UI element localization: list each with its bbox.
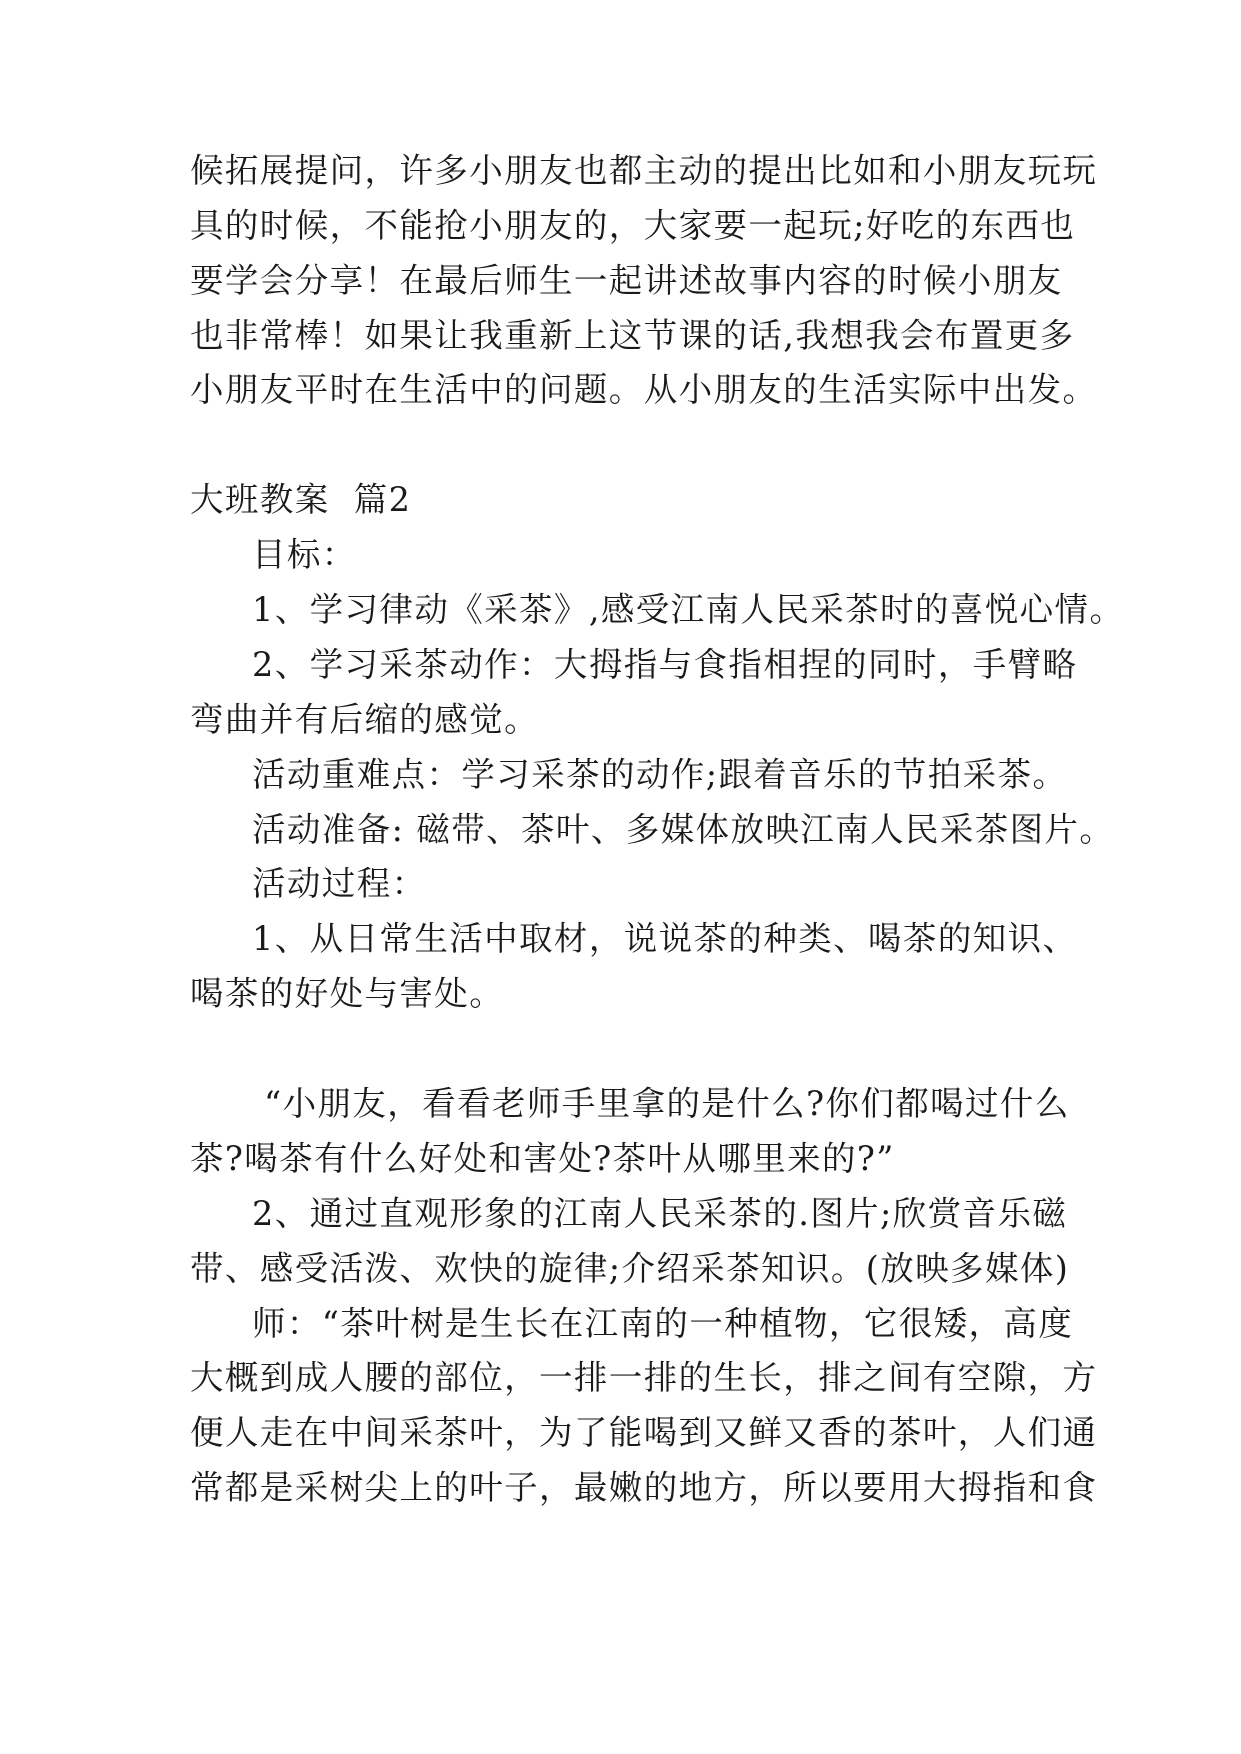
key-points: 活动重难点：学习采茶的动作;跟着音乐的节拍采茶。	[252, 755, 1068, 794]
step-item: 1、从日常生活中取材，说说茶的种类、喝茶的知识、	[252, 919, 1078, 958]
teacher-quote-line: 便人走在中间采茶叶，为了能喝到又鲜又香的茶叶，人们通	[190, 1413, 1098, 1452]
goal-item-continued: 弯曲并有后缩的感觉。	[190, 700, 539, 739]
step-item-continued: 带、感受活泼、欢快的旋律;介绍采茶知识。(放映多媒体)	[190, 1249, 1070, 1288]
quote-line: 茶?喝茶有什么好处和害处?茶叶从哪里来的?”	[190, 1139, 895, 1178]
teacher-quote-line: 常都是采树尖上的叶子，最嫩的地方，所以要用大拇指和食	[190, 1468, 1098, 1507]
teacher-quote-line: 师：“茶叶树是生长在江南的一种植物，它很矮，高度	[252, 1304, 1074, 1343]
paragraph-line: 小朋友平时在生活中的问题。从小朋友的生活实际中出发。	[190, 370, 1098, 409]
goal-item: 2、学习采茶动作：大拇指与食指相捏的同时，手臂略	[252, 645, 1078, 684]
step-item-continued: 喝茶的好处与害处。	[190, 974, 505, 1013]
step-item: 2、通过直观形象的江南人民采茶的.图片;欣赏音乐磁	[252, 1194, 1068, 1233]
paragraph-line: 要学会分享！在最后师生一起讲述故事内容的时候小朋友	[190, 261, 1063, 300]
section-title: 大班教案 篇2	[190, 480, 412, 519]
goal-item: 1、学习律动《采茶》,感受江南人民采茶时的喜悦心情。	[252, 590, 1125, 629]
teacher-quote-line: 大概到成人腰的部位，一排一排的生长，排之间有空隙，方	[190, 1358, 1098, 1397]
paragraph-line: 也非常棒！如果让我重新上这节课的话,我想我会布置更多	[190, 316, 1075, 355]
paragraph-line: 候拓展提问，许多小朋友也都主动的提出比如和小朋友玩玩	[190, 151, 1098, 190]
process-label: 活动过程：	[252, 864, 427, 903]
quote-line: “小朋友，看看老师手里拿的是什么?你们都喝过什么	[252, 1084, 1070, 1123]
paragraph-line: 具的时候，不能抢小朋友的，大家要一起玩;好吃的东西也	[190, 206, 1076, 245]
preparation: 活动准备: 磁带、茶叶、多媒体放映江南人民采茶图片。	[252, 810, 1115, 849]
goal-label: 目标：	[252, 535, 357, 574]
